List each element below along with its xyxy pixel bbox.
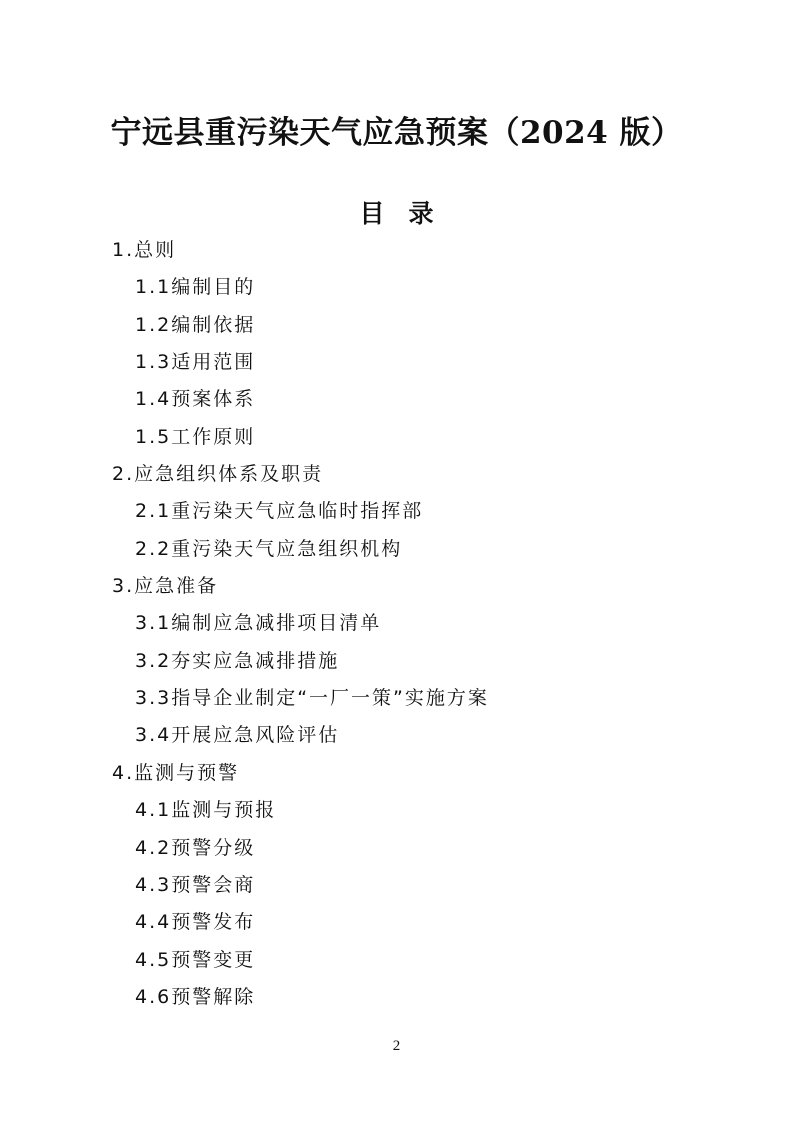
toc-heading: 目录: [359, 199, 458, 228]
toc-entry-subsection[interactable]: 2.2重污染天气应急组织机构: [135, 537, 403, 560]
toc-entry-subsection[interactable]: 1.2编制依据: [135, 313, 256, 336]
toc-entry-subsection[interactable]: 1.4预案体系: [135, 388, 256, 411]
toc-entry-subsection[interactable]: 1.3适用范围: [135, 351, 256, 374]
toc-entry-subsection[interactable]: 3.2夯实应急减排措施: [135, 649, 340, 672]
toc-entry-subsection[interactable]: 3.1编制应急减排项目清单: [135, 612, 382, 635]
toc-entry-section[interactable]: 1.总则: [112, 239, 177, 261]
toc-entry-subsection[interactable]: 3.4开展应急风险评估: [135, 724, 340, 747]
toc-entry-subsection[interactable]: 4.3预警会商: [135, 873, 256, 896]
table-of-contents: [0, 232, 793, 1016]
toc-entry-section[interactable]: 2.应急组织体系及职责: [112, 463, 324, 486]
toc-entry-section[interactable]: 4.监测与预警: [112, 761, 240, 784]
toc-entry-subsection[interactable]: 3.3指导企业制定“一厂一策”实施方案: [135, 687, 489, 710]
toc-entry-subsection[interactable]: 4.1监测与预报: [135, 799, 277, 822]
toc-entry-subsection[interactable]: 4.6预警解除: [135, 985, 256, 1008]
toc-entry-subsection[interactable]: 4.5预警变更: [135, 948, 256, 971]
toc-entry-subsection[interactable]: 1.1编制目的: [135, 276, 256, 299]
document-title: 宁远县重污染天气应急预案（2024 版）: [110, 115, 683, 151]
toc-entry-section[interactable]: 3.应急准备: [112, 575, 219, 598]
page-number: 2: [392, 1038, 401, 1054]
toc-entry-subsection[interactable]: 4.2预警分级: [135, 836, 256, 859]
toc-entry-subsection[interactable]: 1.5工作原则: [135, 425, 256, 448]
toc-entry-subsection[interactable]: 4.4预警发布: [135, 911, 256, 934]
toc-entry-subsection[interactable]: 2.1重污染天气应急临时指挥部: [135, 500, 424, 523]
